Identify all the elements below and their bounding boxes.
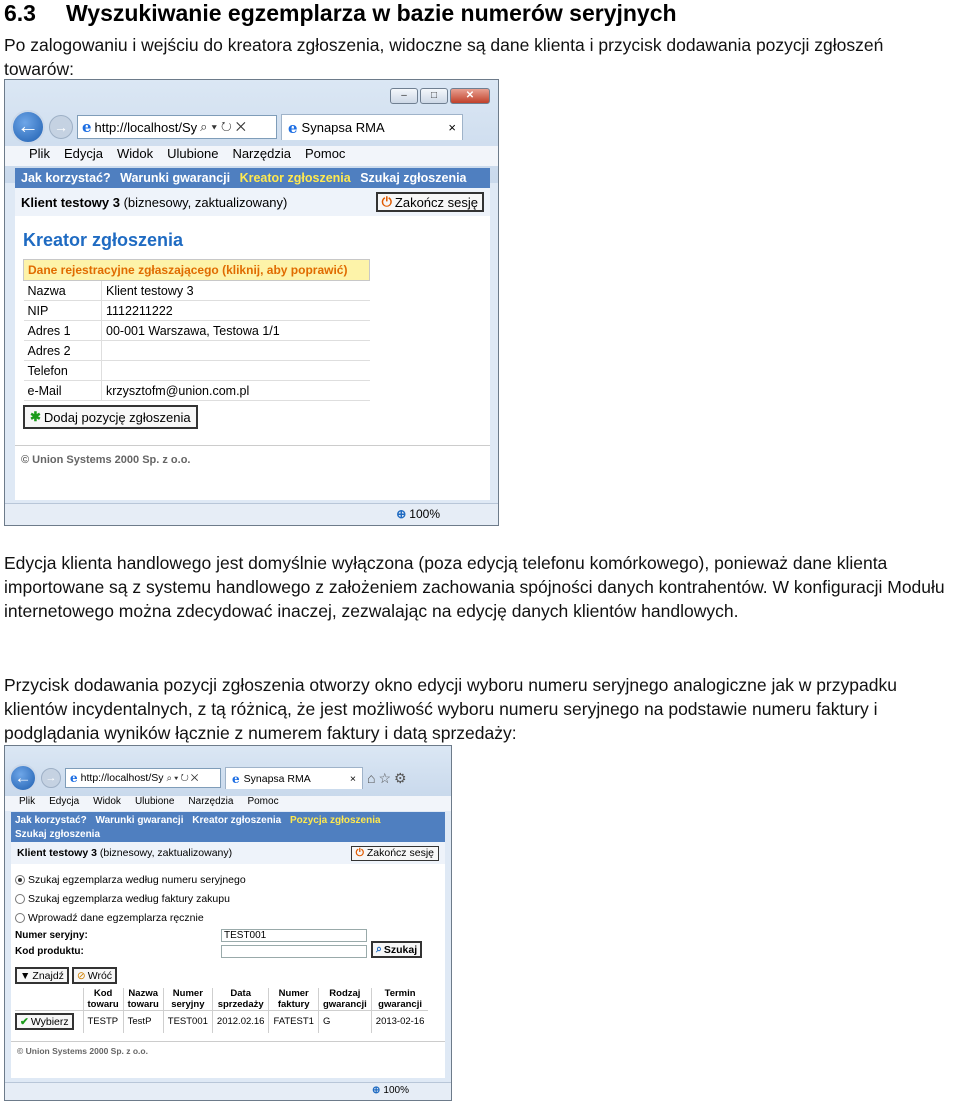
select-label: Wybierz xyxy=(30,1015,69,1028)
close-icon[interactable]: ✕ xyxy=(450,88,490,104)
address-text: http://localhost/Sy xyxy=(80,772,164,784)
page-content xyxy=(11,842,445,1078)
row-label: NIP xyxy=(24,301,102,321)
paragraph-1: Edycja klienta handlowego jest domyślnie wyłączona (poza edycją telefonu komórkowego), ponieważ dane klienta importowane są z systemu handlowego z założeniem zachowania spójności danych kontrahentów. W konfiguracji Modułu internetowego można zdecydować inaczej, zezwalając na edycję danych klientów handlowych. xyxy=(4,553,945,621)
end-session-button[interactable] xyxy=(376,192,484,212)
tab-close-icon[interactable]: × xyxy=(448,120,456,135)
zoom-level: 100% xyxy=(409,507,440,521)
status-bar xyxy=(5,503,498,525)
zoom-icon: ⊕ xyxy=(396,507,407,521)
column-header: Nazwa towaru xyxy=(123,988,163,1011)
ie-icon: e xyxy=(288,118,298,137)
nav-link-warranty[interactable]: Warunki gwarancji xyxy=(95,815,184,826)
end-session-label: Zakończ sesję xyxy=(394,194,478,210)
table-header[interactable]: Dane rejestracyjne zgłaszającego (kliknij, aby poprawić) xyxy=(24,260,370,281)
option-serial-number[interactable] xyxy=(15,870,445,889)
address-bar[interactable] xyxy=(77,115,277,139)
zoom-level: 100% xyxy=(383,1085,409,1096)
nav-link-item[interactable]: Pozycja zgłoszenia xyxy=(289,815,381,826)
select-button[interactable] xyxy=(15,1013,74,1030)
tab-title: Synapsa RMA xyxy=(243,772,311,785)
nav-link-warranty[interactable]: Warunki gwarancji xyxy=(120,171,231,185)
footer-divider xyxy=(15,445,490,466)
row-label: Nazwa xyxy=(24,281,102,301)
nav-link-creator[interactable]: Kreator zgłoszenia xyxy=(192,815,282,826)
column-header: Data sprzedaży xyxy=(212,988,269,1011)
back-icon: ⊘ xyxy=(76,969,86,982)
menu-item-ulubione[interactable]: Ulubione xyxy=(167,146,219,161)
row-label: Telefon xyxy=(24,361,102,381)
minimize-icon[interactable]: – xyxy=(390,88,418,104)
radio-unselected[interactable] xyxy=(15,894,25,904)
cell-warranty-type: G xyxy=(318,1011,371,1033)
page-content xyxy=(15,188,490,500)
address-bar[interactable] xyxy=(65,768,221,788)
search-button[interactable] xyxy=(371,941,422,958)
radio-unselected[interactable] xyxy=(15,913,25,923)
menu-item-pomoc[interactable]: Pomoc xyxy=(304,146,346,161)
navigation-row xyxy=(11,110,492,144)
menu-item-widok[interactable]: Widok xyxy=(116,146,154,161)
magnifier-icon: ⌕ xyxy=(376,943,382,955)
nav-link-creator[interactable]: Kreator zgłoszenia xyxy=(239,171,351,185)
address-text: http://localhost/Sy xyxy=(94,119,198,135)
cell-product-code: TESTP xyxy=(83,1011,123,1033)
menu-bar xyxy=(5,796,451,811)
cell-invoice: FATEST1 xyxy=(269,1011,318,1033)
ie-icon: e xyxy=(232,771,240,786)
table-header-row xyxy=(15,988,428,1011)
column-header: Kod towaru xyxy=(83,988,123,1011)
zoom-control[interactable] xyxy=(372,1085,409,1096)
power-icon: ⏻ xyxy=(355,846,364,859)
table-row[interactable] xyxy=(24,321,370,341)
product-row xyxy=(15,943,445,959)
browser-window-serial-search xyxy=(4,745,452,1101)
product-input[interactable] xyxy=(221,945,367,958)
back-label: Wróć xyxy=(87,969,113,982)
menu-item-narzedzia[interactable]: Narzędzia xyxy=(188,796,234,807)
row-value xyxy=(102,361,370,381)
column-header: Termin gwarancji xyxy=(371,988,428,1011)
end-session-button[interactable] xyxy=(351,846,439,861)
nav-link-search[interactable]: Szukaj zgłoszenia xyxy=(360,171,467,185)
client-note: (biznesowy, zaktualizowany) xyxy=(123,194,288,210)
navigation-row xyxy=(9,764,445,792)
cell-serial: TEST001 xyxy=(163,1011,212,1033)
nav-link-help[interactable]: Jak korzystać? xyxy=(15,815,87,826)
product-label: Kod produktu: xyxy=(15,945,84,957)
table-row[interactable] xyxy=(24,381,370,401)
browser-tab[interactable] xyxy=(281,114,463,140)
back-button[interactable] xyxy=(72,967,117,984)
client-note: (biznesowy, zaktualizowany) xyxy=(99,847,233,859)
row-value: 1112211222 xyxy=(102,301,370,321)
table-row[interactable] xyxy=(24,341,370,361)
browser-chrome xyxy=(5,746,451,796)
ie-icon: e xyxy=(70,771,78,785)
paragraph-2: Przycisk dodawania pozycji zgłoszenia otworzy okno edycji wyboru numeru seryjnego analogiczne jak w przypadku klientów incydentalnych, z tą różnicą, że jest możliwość wyboru numeru seryjnego na podstawie numeru faktury i podglądania wyników łącznie z numerem faktury i datą sprzedaży: xyxy=(4,675,897,743)
nav-link-help[interactable]: Jak korzystać? xyxy=(21,171,111,185)
footer-copyright: © Union Systems 2000 Sp. z o.o. xyxy=(21,454,191,466)
menu-item-narzedzia[interactable]: Narzędzia xyxy=(232,146,291,161)
filter-icon: ▼ xyxy=(20,969,31,982)
option-invoice[interactable] xyxy=(15,889,445,908)
nav-link-search[interactable]: Szukaj zgłoszenia xyxy=(15,829,101,840)
option-label: Szukaj egzemplarza według faktury zakupu xyxy=(28,892,230,905)
zoom-icon: ⊕ xyxy=(372,1085,381,1096)
home-icon[interactable]: ⌂☆⚙ xyxy=(367,769,410,786)
section-heading xyxy=(4,0,677,26)
search-icon[interactable]: ⌕▾↻✕ xyxy=(200,119,250,134)
cell-sale-date: 2012.02.16 xyxy=(212,1011,269,1033)
option-label: Wprowadź dane egzemplarza ręcznie xyxy=(28,911,204,924)
asterisk-icon: ✱ xyxy=(30,409,41,424)
action-buttons xyxy=(15,967,445,984)
row-value xyxy=(102,341,370,361)
zoom-control[interactable] xyxy=(396,507,440,521)
table-row[interactable] xyxy=(24,361,370,381)
forward-arrow-icon[interactable]: → xyxy=(49,115,73,139)
cell-product-name: TestP xyxy=(123,1011,163,1033)
cell-warranty-term: 2013-02-16 xyxy=(371,1011,428,1033)
browser-tab[interactable] xyxy=(225,767,363,789)
results-table xyxy=(15,988,428,1033)
menu-item-plik[interactable]: Plik xyxy=(29,146,50,161)
tab-title: Synapsa RMA xyxy=(301,120,385,135)
client-name: Klient testowy 3 xyxy=(21,194,120,210)
row-value: 00-001 Warszawa, Testowa 1/1 xyxy=(102,321,370,341)
tab-close-icon[interactable]: × xyxy=(349,772,356,785)
row-label: e-Mail xyxy=(24,381,102,401)
column-header: Numer seryjny xyxy=(163,988,212,1011)
forward-arrow-icon[interactable]: → xyxy=(41,768,61,788)
find-label: Znajdź xyxy=(32,969,64,982)
search-label: Szukaj xyxy=(383,943,418,956)
column-header: Rodzaj gwarancji xyxy=(318,988,371,1011)
find-button[interactable] xyxy=(15,967,69,984)
back-arrow-icon[interactable]: ← xyxy=(9,764,37,792)
window-controls xyxy=(390,88,490,104)
row-label: Adres 2 xyxy=(24,341,102,361)
table-row[interactable] xyxy=(24,281,370,301)
back-arrow-icon[interactable]: ← xyxy=(11,110,45,144)
registration-table xyxy=(23,259,370,401)
menu-item-widok[interactable]: Widok xyxy=(93,796,121,807)
row-label: Adres 1 xyxy=(24,321,102,341)
site-navigation xyxy=(15,168,490,188)
add-item-button[interactable] xyxy=(23,405,198,429)
power-icon: ⏻ xyxy=(381,194,392,209)
serial-input[interactable]: TEST001 xyxy=(221,929,367,942)
end-session-label: Zakończ sesję xyxy=(366,847,434,859)
ie-icon: e xyxy=(82,118,92,136)
menu-bar xyxy=(5,146,498,166)
client-name: Klient testowy 3 xyxy=(17,847,97,859)
check-icon: ✔ xyxy=(20,1015,29,1028)
menu-item-edycja[interactable]: Edycja xyxy=(49,796,80,807)
site-navigation xyxy=(11,812,445,844)
section-title: Wyszukiwanie egzemplarza w bazie numerów seryjnych xyxy=(66,0,677,26)
search-icon[interactable]: ⌕▾↻✕ xyxy=(166,772,201,784)
menu-item-ulubione[interactable]: Ulubione xyxy=(134,796,175,807)
section-number: 6.3 xyxy=(4,0,36,26)
table-row[interactable] xyxy=(24,301,370,321)
option-manual[interactable] xyxy=(15,908,445,927)
intro-text: Po zalogowaniu i wejściu do kreatora zgłoszenia, widoczne są dane klienta i przycisk dodawania pozycji zgłoszeń towarów: xyxy=(4,35,884,79)
table-row[interactable] xyxy=(15,1011,428,1033)
menu-item-pomoc[interactable]: Pomoc xyxy=(247,796,279,807)
client-bar xyxy=(15,188,490,216)
status-bar xyxy=(5,1082,451,1100)
client-bar xyxy=(11,842,445,864)
footer-divider xyxy=(11,1041,445,1056)
footer-copyright: © Union Systems 2000 Sp. z o.o. xyxy=(17,1045,148,1056)
menu-item-plik[interactable]: Plik xyxy=(19,796,36,807)
row-value: krzysztofm@union.com.pl xyxy=(102,381,370,401)
serial-label: Numer seryjny: xyxy=(15,929,88,941)
row-value: Klient testowy 3 xyxy=(102,281,370,301)
maximize-icon[interactable]: □ xyxy=(420,88,448,104)
option-label: Szukaj egzemplarza według numeru seryjnego xyxy=(28,873,246,886)
radio-selected[interactable] xyxy=(15,875,25,885)
menu-item-edycja[interactable]: Edycja xyxy=(63,146,103,161)
page-title: Kreator zgłoszenia xyxy=(23,230,184,250)
browser-window-creator xyxy=(4,79,499,526)
add-item-label: Dodaj pozycję zgłoszenia xyxy=(43,409,191,425)
column-header: Numer faktury xyxy=(269,988,318,1011)
